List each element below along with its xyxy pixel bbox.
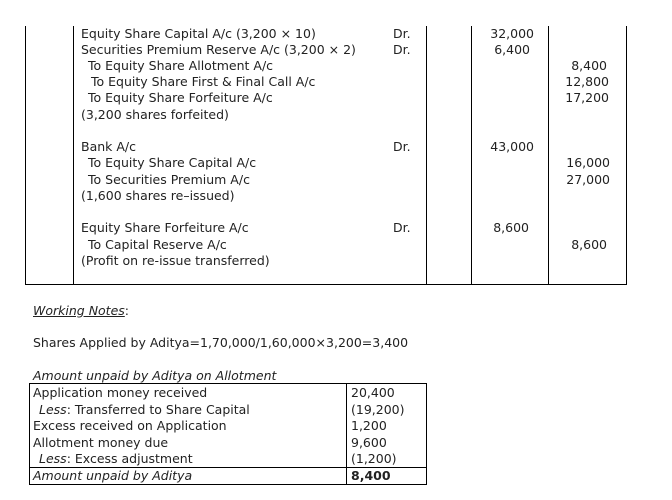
working-notes-heading — [33, 303, 129, 319]
entry3-narration: (Profit on re-issue transferred) — [81, 253, 270, 268]
unpaid-row-1-amount: 20,400 — [351, 385, 395, 400]
entry1-line2-dr: Dr. — [393, 42, 411, 57]
unpaid-row-2-amount: (19,200) — [351, 402, 405, 417]
working-notes-title: Working Notes — [33, 303, 125, 318]
entry2-line3-credit: 27,000 — [566, 172, 610, 187]
unpaid-row-2-text: : Transferred to Share Capital — [66, 402, 250, 417]
unpaid-row-4-amount: 9,600 — [351, 435, 387, 450]
unpaid-table-title: Amount unpaid by Aditya on Allotment — [33, 368, 277, 383]
entry1-line1-debit: 32,000 — [490, 26, 534, 41]
unpaid-row-5-label — [39, 451, 193, 467]
unpaid-total-label: Amount unpaid by Aditya — [33, 468, 193, 483]
entry1-line5-credit: 17,200 — [565, 90, 609, 105]
unpaid-row-3-amount: 1,200 — [351, 418, 387, 433]
entry1-line3-particulars: To Equity Share Allotment A/c — [88, 58, 274, 73]
entry2-line1-dr: Dr. — [393, 139, 411, 154]
entry2-line2-credit: 16,000 — [566, 155, 610, 170]
unpaid-row-4-label: Allotment money due — [33, 435, 169, 450]
entry1-line4-particulars: To Equity Share First & Final Call A/c — [91, 74, 316, 89]
entry3-line1-debit: 8,600 — [493, 220, 529, 235]
unpaid-row-1-label: Application money received — [33, 385, 208, 400]
entry2-narration: (1,600 shares re–issued) — [81, 188, 235, 203]
shares-applied-text: Shares Applied by Aditya=1,70,000/1,60,000×3,200=3,400 — [33, 335, 409, 350]
entry1-line3-credit: 8,400 — [571, 58, 607, 73]
unpaid-total-amount: 8,400 — [351, 468, 391, 483]
entry2-line3-particulars: To Securities Premium A/c — [88, 172, 250, 187]
entry1-line4-credit: 12,800 — [565, 74, 609, 89]
unpaid-row-5-amount: (1,200) — [351, 451, 397, 466]
entry1-line1-dr: Dr. — [393, 26, 411, 41]
entry3-line2-credit: 8,600 — [571, 237, 607, 252]
entry1-line2-particulars: Securities Premium Reserve A/c (3,200 × 2) — [81, 42, 356, 57]
entry3-line1-dr: Dr. — [393, 220, 411, 235]
entry3-line2-particulars: To Capital Reserve A/c — [88, 237, 227, 252]
entry3-line1-particulars: Equity Share Forfeiture A/c — [81, 220, 249, 235]
unpaid-row-2-label — [39, 402, 250, 418]
working-notes-colon: : — [124, 303, 130, 318]
less-prefix: Less — [39, 451, 67, 466]
entry1-line2-debit: 6,400 — [494, 42, 530, 57]
entry2-line1-debit: 43,000 — [490, 139, 534, 154]
entry1-line1-particulars: Equity Share Capital A/c (3,200 × 10) — [81, 26, 316, 41]
entry2-line2-particulars: To Equity Share Capital A/c — [88, 155, 257, 170]
unpaid-row-5-text: : Excess adjustment — [66, 451, 193, 466]
entry1-narration: (3,200 shares forfeited) — [81, 107, 229, 122]
unpaid-row-3-label: Excess received on Application — [33, 418, 227, 433]
entry2-line1-particulars: Bank A/c — [81, 139, 137, 154]
less-prefix: Less — [39, 402, 67, 417]
entry1-line5-particulars: To Equity Share Forfeiture A/c — [88, 90, 273, 105]
